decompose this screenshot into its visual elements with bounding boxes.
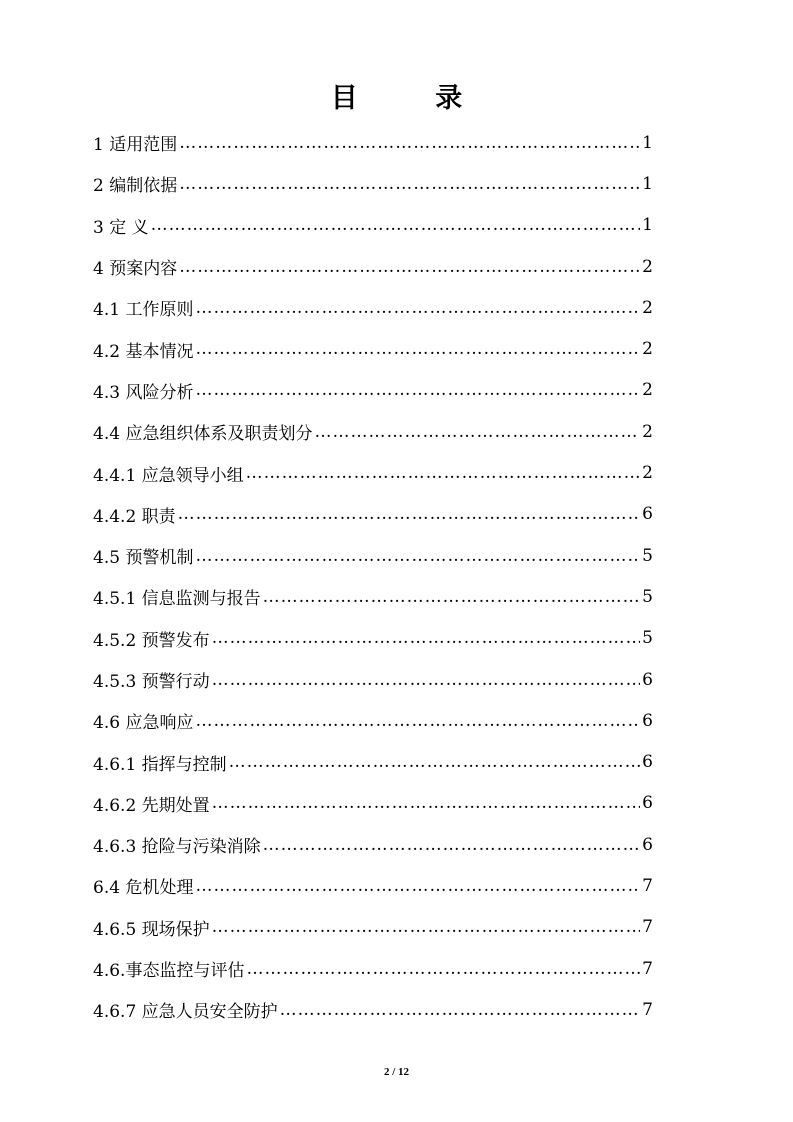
toc-entry-label: 4.6.1 指挥与控制 xyxy=(93,754,227,775)
toc-entry[interactable] xyxy=(93,907,653,948)
toc-entry-page: 2 xyxy=(642,380,653,401)
toc-entry[interactable] xyxy=(93,246,653,287)
dot-leader xyxy=(195,876,640,896)
toc-entry[interactable] xyxy=(93,824,653,865)
toc-entry-page: 6 xyxy=(642,669,653,690)
toc-entry-label: 4.3 风险分析 xyxy=(93,382,194,403)
toc-entry-page: 1 xyxy=(642,173,653,194)
toc-entry[interactable] xyxy=(93,205,653,246)
dot-leader xyxy=(263,835,641,855)
toc-entry-label: 6.4 危机处理 xyxy=(93,878,194,899)
toc-entry-label: 4.6 应急响应 xyxy=(93,713,194,734)
toc-entry-page: 2 xyxy=(642,463,653,484)
toc-entry-page: 2 xyxy=(642,421,653,442)
toc-entry-page: 6 xyxy=(642,752,653,773)
dot-leader xyxy=(246,959,640,979)
dot-leader xyxy=(212,670,641,690)
toc-entry-page: 7 xyxy=(642,917,653,938)
toc-entry-page: 5 xyxy=(642,628,653,649)
toc-entry[interactable] xyxy=(93,865,653,906)
dot-leader xyxy=(195,546,640,566)
toc-entry[interactable] xyxy=(93,576,653,617)
dot-leader xyxy=(195,339,640,359)
toc-entry-page: 6 xyxy=(642,793,653,814)
toc-entry-page: 7 xyxy=(642,958,653,979)
page-number-footer: 2 / 12 xyxy=(383,1066,410,1078)
dot-leader xyxy=(195,711,640,731)
dot-leader xyxy=(195,298,640,318)
toc-entry-label: 4.6.5 现场保护 xyxy=(93,919,210,940)
toc-entry[interactable] xyxy=(93,287,653,328)
toc-entry-page: 2 xyxy=(642,297,653,318)
toc-entry-page: 1 xyxy=(642,215,653,236)
dot-leader xyxy=(179,174,640,194)
toc-entry[interactable] xyxy=(93,411,653,452)
toc-entry-label: 2 编制依据 xyxy=(93,176,178,197)
toc-entry[interactable] xyxy=(93,370,653,411)
dot-leader xyxy=(263,587,641,607)
dot-leader xyxy=(280,1000,641,1020)
toc-entry-label: 4.6.事态监控与评估 xyxy=(93,961,245,982)
toc-entry-label: 4.5.2 预警发布 xyxy=(93,630,210,651)
dot-leader xyxy=(212,793,641,813)
toc-entry-label: 4.5 预警机制 xyxy=(93,548,194,569)
dot-leader xyxy=(229,752,641,772)
toc-entry[interactable] xyxy=(93,163,653,204)
dot-leader xyxy=(178,504,641,524)
toc-entry[interactable] xyxy=(93,494,653,535)
toc-entry-label: 1 适用范围 xyxy=(93,135,178,156)
toc-entry-label: 4.1 工作原则 xyxy=(93,300,194,321)
table-of-contents xyxy=(93,122,653,1031)
toc-entry[interactable] xyxy=(93,452,653,493)
toc-entry-page: 1 xyxy=(642,132,653,153)
toc-entry-page: 2 xyxy=(642,256,653,277)
dot-leader xyxy=(179,257,640,277)
toc-entry[interactable] xyxy=(93,328,653,369)
toc-entry-page: 6 xyxy=(642,504,653,525)
toc-entry[interactable] xyxy=(93,783,653,824)
dot-leader xyxy=(151,215,641,235)
toc-entry-page: 6 xyxy=(642,710,653,731)
dot-leader xyxy=(246,463,641,483)
toc-entry[interactable] xyxy=(93,122,653,163)
toc-entry[interactable] xyxy=(93,948,653,989)
toc-entry-page: 6 xyxy=(642,834,653,855)
toc-entry[interactable] xyxy=(93,618,653,659)
dot-leader xyxy=(212,917,641,937)
toc-entry[interactable] xyxy=(93,535,653,576)
toc-entry[interactable] xyxy=(93,700,653,741)
dot-leader xyxy=(179,133,640,153)
toc-entry-label: 4.6.7 应急人员安全防护 xyxy=(93,1002,278,1023)
page-title: 目 录 xyxy=(330,83,497,114)
toc-entry-page: 7 xyxy=(642,999,653,1020)
dot-leader xyxy=(212,628,641,648)
dot-leader xyxy=(195,380,640,400)
dot-leader xyxy=(314,422,640,442)
toc-entry-page: 5 xyxy=(642,586,653,607)
toc-entry-label: 4.4.1 应急领导小组 xyxy=(93,465,244,486)
toc-entry-label: 4.6.3 抢险与污染消除 xyxy=(93,837,261,858)
toc-entry-label: 4 预案内容 xyxy=(93,259,178,280)
toc-entry-page: 5 xyxy=(642,545,653,566)
toc-entry-label: 4.4.2 职责 xyxy=(93,506,176,527)
toc-entry-page: 2 xyxy=(642,339,653,360)
toc-entry-label: 4.6.2 先期处置 xyxy=(93,795,210,816)
toc-entry-label: 4.5.1 信息监测与报告 xyxy=(93,589,261,610)
toc-entry-label: 4.5.3 预警行动 xyxy=(93,672,210,692)
toc-entry[interactable] xyxy=(93,741,653,782)
toc-entry-label: 3 定 义 xyxy=(93,217,149,238)
toc-entry[interactable] xyxy=(93,659,653,700)
toc-entry-page: 7 xyxy=(642,875,653,896)
toc-entry[interactable] xyxy=(93,989,653,1030)
toc-entry-label: 4.4 应急组织体系及职责划分 xyxy=(93,424,313,445)
toc-entry-label: 4.2 基本情况 xyxy=(93,341,194,362)
